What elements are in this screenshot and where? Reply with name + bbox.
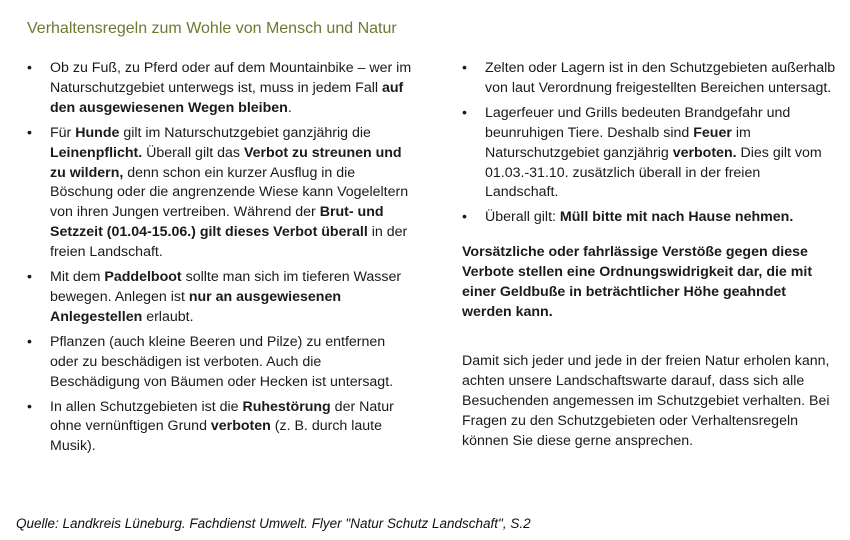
rule-emphasis: Feuer [693,124,732,141]
rule-text: in der freien Landschaft. [50,224,408,261]
bullet-icon: • [27,333,32,350]
page-title: Verhaltensregeln zum Wohle von Mensch und Natur [27,20,397,37]
bullet-icon: • [462,209,467,226]
rule-text: Pflanzen (auch kleine Beeren und Pilze) zu entfernen oder zu beschädigen ist verboten. Auch die Beschädigung von Bäumen oder Hecken ist untersagt. [50,333,394,390]
warning-paragraph: Vorsätzliche oder fahrlässige Verstöße gegen diese Verbote stellen eine Ordnungswidrigkeit dar, die mit einer Geldbuße in beträchtlicher Höhe geahndet werden kann. [462,244,813,320]
rule-text: sollte man sich im tieferen Wasser bewegen. Anlegen ist [50,269,402,305]
rule-item [462,208,837,228]
rule-text: . [287,99,292,116]
rule-emphasis: Hunde [75,124,120,141]
rule-emphasis: Müll bitte mit nach Hause nehmen. [559,209,794,226]
rule-text: der Natur ohne vernünftigen Grund [50,398,394,435]
rule-text: Mit dem [50,269,105,286]
rule-text: Lagerfeuer und Grills bedeuten Brandgefahr und beunruhigen Tiere. Deshalb sind [485,104,791,141]
rule-text: In allen Schutzgebieten ist die [50,398,243,415]
right-rules-list [462,59,837,228]
rule-text: Zelten oder Lagern ist in den Schutzgebieten außerhalb von laut Verordnung freigestellten Bereichen untersagt. [485,60,836,96]
rule-emphasis: Leinenpflicht. [50,144,143,161]
closing-paragraph: Damit sich jeder und jede in der freien Natur erholen kann, achten unsere Landschaftswarte darauf, dass sich alle Besuchenden angemessen im Schutzgebiet verhalten. Bei Fragen zu den Schutzgebieten oder Verhaltensregeln können Sie diese gerne ansprechen. [462,352,830,449]
bullet-icon: • [462,60,467,76]
bullet-icon: • [27,269,32,286]
rule-text: im Naturschutzgebiet ganzjährig [485,124,751,161]
rule-emphasis: verboten. [672,144,737,161]
rule-text: (z. B. durch laute Musik). [50,418,383,455]
rule-emphasis: Verbot zu streunen und zu wildern, [50,144,402,181]
bullet-icon: • [27,398,32,415]
source-citation: Quelle: Landkreis Lüneburg. Fachdienst Umwelt. Flyer "Natur Schutz Landschaft", S.2 [16,516,531,531]
rule-item [27,333,412,393]
rule-emphasis: Paddelboot [104,269,182,286]
rule-text: gilt im Naturschutzgebiet ganzjährig die [119,124,371,141]
rule-text: Überall gilt das [142,144,244,161]
left-column [27,59,412,462]
rule-emphasis: Ruhestörung [242,398,331,415]
rule-item [27,124,412,263]
right-column [462,59,837,451]
rule-emphasis: verboten [210,418,271,435]
rule-text: Für [50,124,76,141]
rule-item [27,59,412,119]
rule-item [462,59,837,99]
rule-text: Dies gilt vom 01.03.-31.10. zusätzlich überall in der freien Landschaft. [485,144,822,201]
rule-item [27,398,412,458]
rule-item [462,104,837,204]
rule-text: erlaubt. [142,308,194,325]
rule-emphasis: Brut- und Setzzeit (01.04-15.06.) gilt dieses Verbot überall [50,204,384,241]
bullet-icon: • [27,124,32,141]
bullet-icon: • [27,60,32,76]
left-rules-list [27,59,412,457]
rule-text: Ob zu Fuß, zu Pferd oder auf dem Mountainbike – wer im Naturschutzgebiet unterwegs ist, muss in jedem Fall [50,60,412,96]
bullet-icon: • [462,104,467,121]
rule-text: denn schon ein kurzer Ausflug in die Böschung oder die angrenzende Wiese kann Vogeleltern von ihren Jungen vertreiben. Während der [50,164,409,221]
rule-item [27,268,412,328]
rule-text: Überall gilt: [485,209,560,226]
rule-emphasis: nur an ausgewiesenen Anlegestellen [50,288,341,325]
rule-emphasis: auf den ausgewiesenen Wegen bleiben [50,79,404,116]
